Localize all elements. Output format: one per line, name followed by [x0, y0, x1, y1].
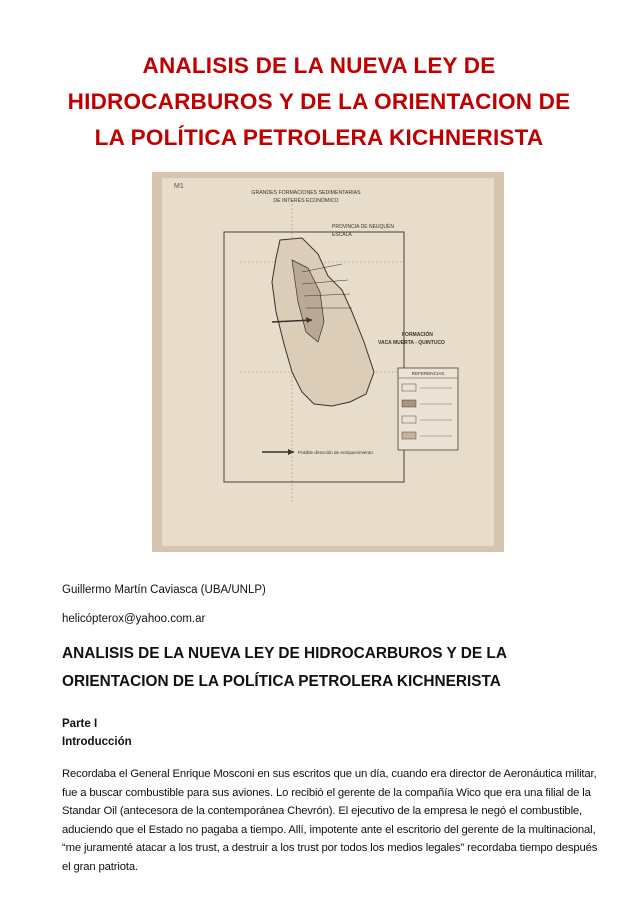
map-photo — [152, 172, 504, 552]
document-title — [40, 48, 598, 156]
title-line: ANALISIS DE LA NUEVA LEY DE — [142, 53, 496, 78]
paragraph-line: aduciendo que el Estado no pagaba a tiempo. Allí, impotente ante el escritorio del gerente de la multinacional, — [62, 823, 596, 836]
map-formation-2: VACA MUERTA - QUINTUCO — [378, 340, 445, 346]
map-formation: FORMACIÓN — [402, 332, 433, 338]
subtitle-line: ORIENTACION DE LA POLÍTICA PETROLERA KICHNERISTA — [62, 673, 501, 690]
author-line: Guillermo Martín Caviasca (UBA/UNLP) — [62, 584, 266, 596]
map-province: PROVINCIA DE NEUQUÉN — [332, 224, 394, 230]
paragraph-line: “me juramenté atacar a los trust, a destruir a los trust por todos los medios legales” recordaba tiempo después — [62, 842, 598, 854]
paragraph-line: el gran patriota. — [62, 860, 138, 873]
paragraph-line: Recordaba el General Enrique Mosconi en sus escritos que un día, cuando era director de Aeronáutica militar, — [62, 768, 597, 780]
corner-mark: M1 — [174, 183, 184, 190]
map-illustration — [152, 172, 504, 552]
section-heading: Introducción — [62, 736, 132, 748]
map-heading-2: DE INTERÉS ECONÓMICO — [273, 198, 339, 204]
title-line: HIDROCARBUROS Y DE LA ORIENTACION DE — [67, 89, 571, 114]
author-email: helicópterox@yahoo.com.ar — [62, 613, 206, 625]
part-label: Parte I — [62, 718, 98, 730]
map-heading: GRANDES FORMACIONES SEDIMENTARIAS — [251, 190, 361, 196]
map-arrow-caption: Posible dirección de enriquecimiento — [298, 450, 373, 455]
map-scale: ESCALA — [332, 232, 352, 238]
subtitle-line: ANALISIS DE LA NUEVA LEY DE HIDROCARBUROS Y DE LA — [62, 645, 507, 662]
paragraph-line: Standar Oil (antecesora de la contemporánea Chevrón). El ejecutivo de la empresa le negó el combustible, — [62, 805, 583, 817]
document-subtitle — [62, 640, 582, 696]
paragraph-line: fue a buscar combustible para sus aviones. Lo recibió el gerente de la compañía Wico que era una filial de la — [62, 786, 591, 799]
map-references: REFERENCIAS — [411, 371, 445, 376]
intro-paragraph — [62, 765, 602, 876]
title-line: LA POLÍTICA PETROLERA KICHNERISTA — [94, 125, 544, 150]
